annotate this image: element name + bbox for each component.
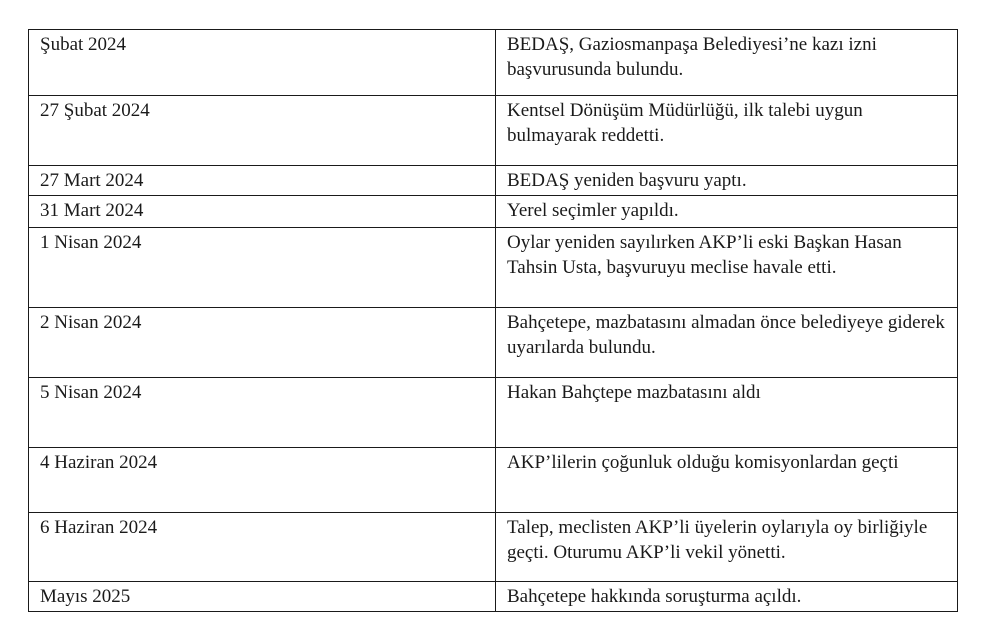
table-row bbox=[29, 448, 958, 513]
table-row bbox=[29, 228, 958, 308]
event-cell: Kentsel Dönüşüm Müdürlüğü, ilk talebi uygun bulmayarak reddetti. bbox=[496, 96, 958, 166]
table-row bbox=[29, 513, 958, 582]
table-row bbox=[29, 30, 958, 96]
event-cell: Hakan Bahçtepe mazbatasını aldı bbox=[496, 378, 958, 448]
date-cell: 31 Mart 2024 bbox=[29, 196, 496, 228]
date-cell: Şubat 2024 bbox=[29, 30, 496, 96]
table-row bbox=[29, 308, 958, 378]
date-cell: 27 Şubat 2024 bbox=[29, 96, 496, 166]
table-row bbox=[29, 582, 958, 612]
table-row bbox=[29, 196, 958, 228]
timeline-table bbox=[28, 29, 958, 612]
date-cell: 2 Nisan 2024 bbox=[29, 308, 496, 378]
event-cell: BEDAŞ yeniden başvuru yaptı. bbox=[496, 166, 958, 196]
date-cell: 4 Haziran 2024 bbox=[29, 448, 496, 513]
event-cell: AKP’lilerin çoğunluk olduğu komisyonlardan geçti bbox=[496, 448, 958, 513]
event-cell: Bahçetepe hakkında soruşturma açıldı. bbox=[496, 582, 958, 612]
table-row bbox=[29, 378, 958, 448]
date-cell: 1 Nisan 2024 bbox=[29, 228, 496, 308]
event-cell: Oylar yeniden sayılırken AKP’li eski Başkan Hasan Tahsin Usta, başvuruyu meclise havale etti. bbox=[496, 228, 958, 308]
event-cell: Yerel seçimler yapıldı. bbox=[496, 196, 958, 228]
date-cell: Mayıs 2025 bbox=[29, 582, 496, 612]
table-row bbox=[29, 166, 958, 196]
date-cell: 27 Mart 2024 bbox=[29, 166, 496, 196]
event-cell: Talep, meclisten AKP’li üyelerin oylarıyla oy birliğiyle geçti. Oturumu AKP’li vekil yönetti. bbox=[496, 513, 958, 582]
event-cell: BEDAŞ, Gaziosmanpaşa Belediyesi’ne kazı izni başvurusunda bulundu. bbox=[496, 30, 958, 96]
event-cell: Bahçetepe, mazbatasını almadan önce belediyeye giderek uyarılarda bulundu. bbox=[496, 308, 958, 378]
date-cell: 6 Haziran 2024 bbox=[29, 513, 496, 582]
table-row bbox=[29, 96, 958, 166]
date-cell: 5 Nisan 2024 bbox=[29, 378, 496, 448]
